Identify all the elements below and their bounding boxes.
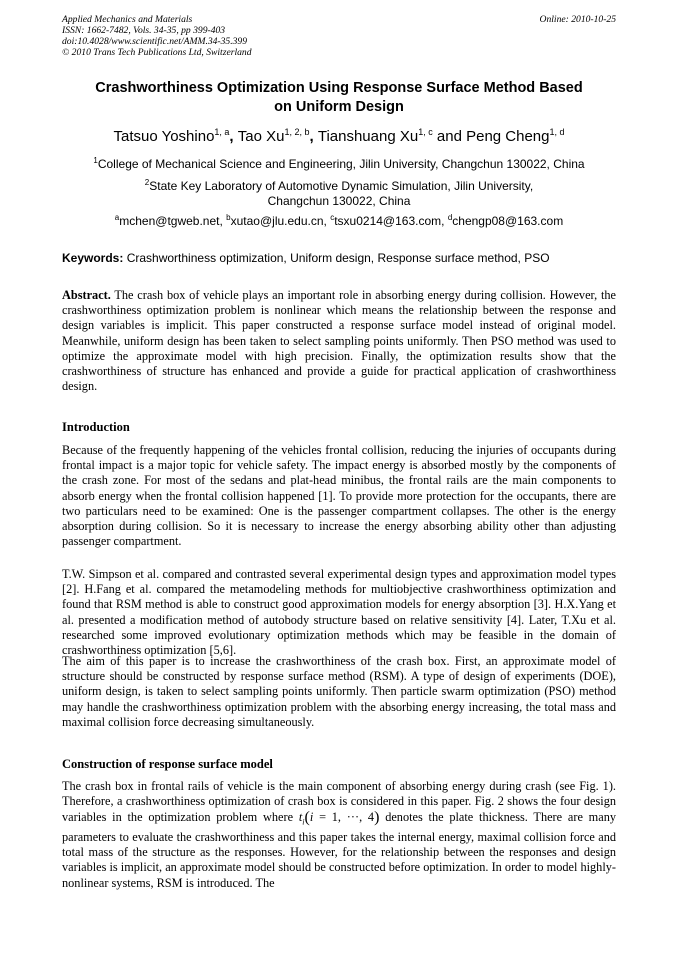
intro-paragraph-3: The aim of this paper is to increase the crashworthiness of the crash box. First, an approximate model of structure should be constructed by response surface method (RSM). A type of design of experiments (DOE), uniform design, is taken to select sampling points uniformly. Then particle swarm optimization (PSO) method may handle the crashworthiness optimization problem with the absorbing energy increasing, the total mass and maximal collision force decreasing simultaneously. [62,654,616,729]
keywords-label: Keywords: [62,251,124,265]
author-affil-sup: 1, d [549,127,565,137]
intro-paragraph-2: T.W. Simpson et al. compared and contrasted several experimental design types and approximation model types [2]. H.Fang et al. compared the metamodeling methods for multiobjective crashworthiness optimization and found that RSM method is able to construct good approximation models for energy absorption [3]. H.X.Yang et al. presented a modification method of autobody structure based on relative sensitivity [4]. Later, T.Xu et al. researched some improved evolutionary optimization methods which may be feasible in the domain of crashworthiness optimization [5,6]. [62,567,616,658]
authors-conjunction: and [436,128,462,145]
email-address: tsxu0214@163.com, [334,214,445,228]
affiliation-text: State Key Laboratory of Automotive Dynamic Simulation, Jilin University, [149,179,534,193]
email-sup: a [114,213,120,222]
author-affil-sup: 1, 2, b [284,127,310,137]
abstract-label: Abstract. [62,288,111,302]
affiliation-1 [62,157,616,172]
paper-title [62,79,616,117]
email-address: chengp08@163.com [452,214,564,228]
issn-line: ISSN: 1662-7482, Vols. 34-35, pp 399-403 [62,25,226,36]
email-sup: c [330,213,335,222]
section-heading-rsm: Construction of response surface model [62,757,273,771]
keywords-line [62,251,616,266]
email-sup: b [226,213,231,222]
section-heading-introduction: Introduction [62,420,130,434]
design-variable-math: $t_i(i = 1$, ···, 4) [298,809,380,827]
affiliation-text: Changchun 130022, China [267,194,411,208]
journal-name: Applied Mechanics and Materials [62,14,193,25]
doi-line: doi:10.4028/www.scientific.net/AMM.34-35.399 [62,36,248,47]
rsm-paragraph-1 [62,779,616,891]
keywords-text: Crashworthiness optimization, Uniform design, Response surface method, PSO [126,251,550,265]
author-list: Tatsuo Yoshino$^{1, a}$, Tao Xu$^{1, 2, b}$, Tianshuang Xu$^{1, c}$ and Peng Cheng$^{1, d}$ [113,127,565,145]
affiliation-sup: 2 [144,178,150,187]
author-name: Peng Cheng [466,128,550,145]
abstract-text: The crash box of vehicle plays an important role in absorbing energy during collision. However, the crashworthiness optimization problem is nonlinear which means the relationship between the response and design variables is implicit. This paper constructed a response surface model instead of original model. Meanwhile, uniform design has been taken to select sampling points uniformly. Then PSO method was used to optimize the approximate model with high precision. Finally, the optimization results show that the crashworthiness of structure has enhanced and provide a guide for practical application of crashworthiness design. [62,288,616,394]
rsm-text-before: The crash box in frontal rails of vehicle is the main component of absorbing energy during crash (see Fig. 1). Therefore, a crashworthiness optimization of crash box is considered in this paper. Fig. 2 shows the four design variables in the optimization problem where [62,779,616,825]
author-name: Tatsuo Yoshino [113,128,215,145]
rsm-text-after: denotes the plate thickness. There are many parameters to evaluate the crashworthiness and this paper takes the internal energy, maximal collision force and total mass of the structure as the responses. However, for the relationship between the responses and design variables is implicit, an approximate model should be constructed before optimization. In order to model highly-nonlinear systems, RSM is introduced. The [62,810,617,890]
author-name: Tianshuang Xu [317,128,419,145]
online-date: Online: 2010-10-25 [539,14,616,25]
author-name: Tao Xu [237,128,285,145]
affiliation-text: College of Mechanical Science and Engineering, Jilin University, Changchun 130022, China [97,157,585,171]
copyright-line: © 2010 Trans Tech Publications Ltd, Switzerland [62,47,252,58]
abstract-paragraph [62,288,616,394]
intro-paragraph-1: Because of the frequently happening of the vehicles frontal collision, reducing the injuries of occupants during frontal impact is a major topic for vehicle safety. The impact energy is absorbed mostly by the components of the crash zone. For most of the sedans and plat-head minibus, the frontal rails are the main components to absorb energy when the frontal collision happened [1]. To provide more protection for the occupants, there are two particulars need to be examined: One is the passenger compartment collapses. The other is the energy absorption during collision. So it is necessary to increase the energy absorbing ability other than adjusting passenger compartment. [62,443,616,549]
affiliation-2 [62,179,616,209]
email-list [62,214,616,229]
title-line-2: on Uniform Design [274,99,404,115]
affiliation-sup: 1 [93,156,98,165]
author-affil-sup: 1, a [214,127,230,137]
email-address: mchen@tgweb.net, [119,214,223,228]
email-address: xutao@jlu.edu.cn, [230,214,327,228]
title-line-1: Crashworthiness Optimization Using Response Surface Method Based [95,80,583,96]
author-affil-sup: 1, c [418,127,433,137]
publication-header [62,14,616,58]
email-sup: d [447,213,453,222]
